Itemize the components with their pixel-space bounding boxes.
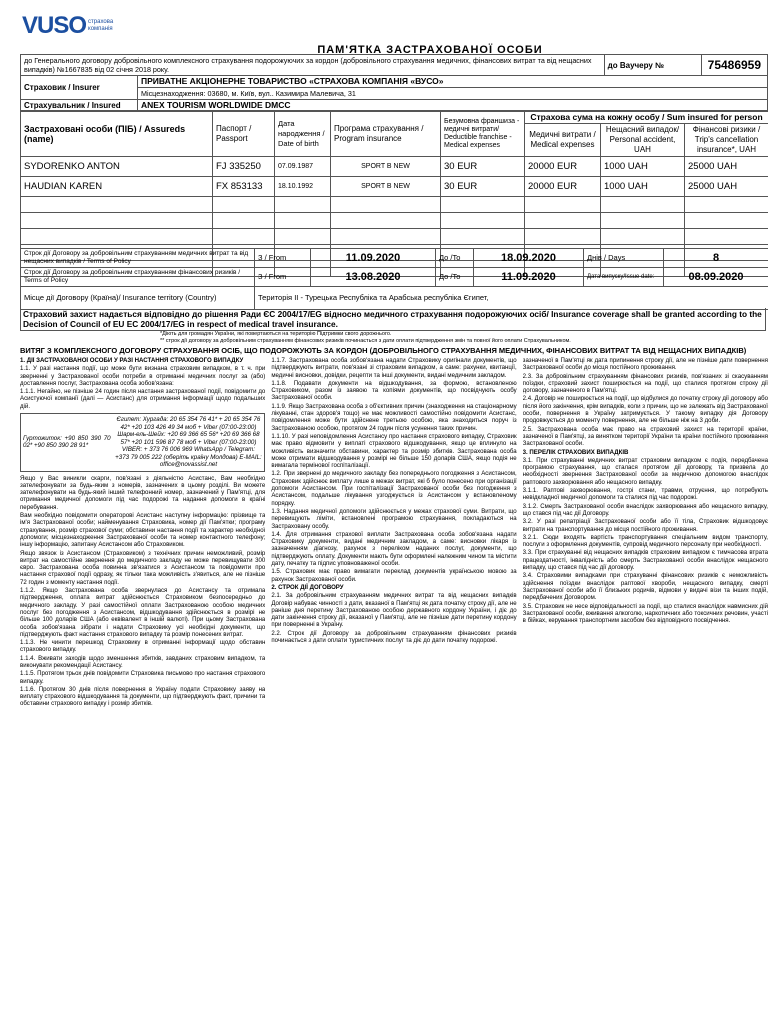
medical-term-label: Строк дії Договору за добровільним страхуванням медичних витрат та від нещасних випадків / Terms of Policy <box>21 249 255 268</box>
paragraph: 1.1.8. Подавати документи на відшкодування, за формою, встановленою Страховиком, разом із заявою та копіями документів, що посвідчують особу Застрахованої особи. <box>271 379 517 402</box>
paragraph: 2.1. За добровільним страхуванням медичних витрат та від нещасних випадків Договір набуває чинності з дати, вказаної в Пам'ятці як дата початку строку дії, але не раніше дня перетину Застрахованою особою державного кордону України, і діє до дати закінчення строку дії, вказаної у Пам'ятці, але не пізніше дати перетину кордону при поверненні в Україну. <box>271 592 517 629</box>
paragraph: Вам необхідно повідомити операторові Асистанс наступну інформацію: прізвище та ім'я Застрахованої особи; найменування Страховика, номер дії Пам'ятки; програму страхування, розмір страхової суми; обставини настання події та характер необхідної допомоги; місцезнаходження Застрахованої особи та номер контактного телефону; іншу інформацію, запитану Асистансом або Страховиком. <box>20 512 266 549</box>
paragraph: 3.4. Страховими випадками при страхуванні фінансових ризиків є неможливість здійснення поїздки внаслідок раптової хвороби, нещасного випадку, смерті Застрахованої особи або її близьких родичів, відмови у видачі візи та інших подій, передбачених Договором. <box>522 572 768 602</box>
table-row <box>21 177 768 197</box>
terms-column-3 <box>523 357 768 1019</box>
col-passport: Паспорт / Passport <box>213 111 275 157</box>
financial-term-to: 11.09.2020 <box>474 268 584 287</box>
paragraph: Якщо у Вас виникли скарги, пов'язані з діяльністю Асистанс, Вам необхідно зателефонувати за будь-яким з номерів, зазначених в цьому розділі. Ви можете зателефонувати на будь-який інший телефонний номер, зазначений у Пам'ятці, для отримання медичної допомоги під час подорожі та надання допомоги в країні перебування. <box>20 474 266 511</box>
insured-birth: 18.10.1992 <box>275 177 331 197</box>
from-label: З / From <box>255 249 311 268</box>
paragraph: 1.1.9. Якщо Застрахована особа з об'єктивних причин (знаходження на стаціонарному лікуванні, стан здоров'я тощо) не має можливості самостійно повідомити Асистанс, повідомлення може бути здійснене третьою особою, яка знаходиться поруч із Застрахованою особою, протягом 24 годин після усунення таких причин. <box>271 402 517 432</box>
paragraph: 3.3. При страхуванні від нещасних випадків страховим випадком є тимчасова втрата працездатності, інвалідність або смерть Застрахованої особи внаслідок нещасного випадку, що стався під час дії договору. <box>522 549 768 572</box>
company-logo <box>22 12 128 40</box>
paragraph: зазначеної в Пам'ятці як дата припинення строку дії, але не пізніше дати повернення Застрахованої особи до місця постійного проживання. <box>522 357 768 372</box>
col-birth: Дата народження / Date of birth <box>275 111 331 157</box>
insurer-name: ПРИВАТНЕ АКЦІОНЕРНЕ ТОВАРИСТВО «СТРАХОВА КОМПАНІЯ «ВУСО» <box>138 76 768 88</box>
header-table <box>20 54 768 112</box>
paragraph: 3.1.2. Смерть Застрахованої особи внаслідок захворювання або нещасного випадку, що стався під час дії Договору. <box>522 502 768 517</box>
col-program: Програма страхування / Program insurance <box>331 111 441 157</box>
paragraph: 2.4. Договір не поширюється на події, що відбулися до початку строку дії договору або після його закінчення, крім випадків, коли з причин, що не залежать від Застрахованої особи, повернення в Україну затримується. У такому випадку дія Договору продовжується до моменту повернення, але не більше ніж на 3 доби. <box>522 395 768 425</box>
col-franchise: Безумовна франшиза - медичні витрати/ Deductible franchise - Medical expenses <box>441 111 525 157</box>
section-heading: 2. СТРОК ДІЇ ДОГОВОРУ <box>271 583 344 591</box>
medical-term-to: 18.09.2020 <box>474 249 584 268</box>
empty-row <box>21 213 768 229</box>
contacts-egypt: Єгипет: Хургада: 20 65 354 76 41* + 20 65 354 76 42* +20 103 426 49 34 моб + Viber (07:00-23:00) Шарм-ель-Шейх: +20 69 366 65 56* +20 69 366 68 57* +20 101 596 87 78 моб + Viber (07:00-23:00) VIBER: + 373 76 006 969 WhatsApp / Telegram: +373 79 005 222 (оберіть країну Молдова) E-MAIL: office@novassist.net <box>115 416 262 469</box>
insured-medical: 20000 EUR <box>525 157 601 177</box>
paragraph: 3.2.1. Сюди входять вартість транспортування спеціальним видом транспорту, послуги з оформлення документів, супровід медичного персоналу при необхідності. <box>522 533 768 549</box>
table-row <box>21 157 768 177</box>
terms-title: ВИТЯГ З КОМПЛЕКСНОГО ДОГОВОРУ СТРАХУВАННЯ ОСІБ, ЩО ПОДОРОЖУЮТЬ ЗА КОРДОН (ДОБРОВІЛЬНОГО СТРАХУВАННЯ МЕДИЧНИХ, ФІНАНСОВИХ ВИТРАТ ТА ВІД НЕЩАСНИХ ВИПАДКІВ) <box>20 346 747 355</box>
insured-accident: 1000 UAH <box>601 157 685 177</box>
col-insured: Застраховані особи (ПІБ) / Assureds (name) <box>21 111 213 157</box>
insured-financial: 25000 UAH <box>685 157 768 177</box>
to-label: До /To <box>436 268 474 287</box>
logo-subtitle: страхова компанія <box>88 19 114 32</box>
paragraph: 2.5. Застрахована особа має право на страховий захист на території країни, зазначеної в Пам'ятці, за винятком території України та країни постійного проживання Застрахованої особи. <box>522 425 768 448</box>
empty-row <box>21 197 768 213</box>
empty-row <box>21 229 768 245</box>
footnote: *Діють для громадян України, які повертаються на територію Підтримки свого дорожнього. <box>160 331 392 337</box>
section-heading: 1. ДІЇ ЗАСТРАХОВАНОЇ ОСОБИ У РАЗІ НАСТАННЯ СТРАХОВОГО ВИПАДКУ <box>20 357 244 364</box>
terms-column-2 <box>271 357 516 1019</box>
insured-passport: FX 853133 <box>213 177 275 197</box>
policy-period-table <box>20 248 768 310</box>
insurer-address: Місцезнаходження: 03680, м. Київ, вул.. Казимира Малевича, 31 <box>138 88 768 100</box>
terms-body <box>20 357 768 1019</box>
terms-column-1 <box>20 357 265 1019</box>
days-label: Днів / Days <box>584 249 664 268</box>
insurer-label: Страховик / Insurer <box>21 76 138 100</box>
insured-franchise: 30 EUR <box>441 177 525 197</box>
holder-name: ANEX TOURISM WORLDWIDE DMCC <box>138 100 768 112</box>
financial-term-label: Строк дії Договору за добровільним страхуванням фінансових ризиків / Terms of Policy <box>21 268 255 287</box>
contacts-turkey: Гуртожиток: +90 850 390 70 02* +90 850 390 28 91* <box>23 434 111 450</box>
paragraph: 3.5. Страховик не несе відповідальності за події, що сталися внаслідок навмисних дій Застрахованої особи, вживання алкоголю, наркотичних або токсичних речовин, участі в бійках, керування транспортним засобом без відповідного посвідчення. <box>522 602 768 625</box>
insured-name: SYDORENKO ANTON <box>21 157 213 177</box>
paragraph: 1.1.10. У разі неповідомлення Асистансу про настання страхового випадку, Страховик має право відмовити у виплаті страхового відшкодування, якщо це вплинуло на можливість визначити обставини, характер та розмір збитків. Застрахована особа може отримати відшкодування у розмірі не більше 150 доларів США, якщо подія не вимагала термінової госпіталізації. <box>271 432 517 470</box>
insured-birth: 07.09.1987 <box>275 157 331 177</box>
col-medical: Медичні витрати / Medical expenses <box>525 124 601 157</box>
contract-reference: до Генерального договору добровільного комплексного страхування подорожуючих за кордон (добровільного страхування медичних, фінансових витрат та від нещасних випадків) №1667835 від 02 січня 2018 року. <box>21 55 605 76</box>
paragraph: 3.1. При страхуванні медичних витрат страховим випадком є подія, передбачена програмою страхування, що сталася протягом дії договору, та призвела до необхідності звернення Застрахованої особи за медичною допомогою внаслідок раптового захворювання або нещасного випадку. <box>522 456 768 486</box>
insured-accident: 1000 UAH <box>601 177 685 197</box>
footnotes <box>160 331 571 344</box>
col-accident: Нещасний випадок/ Personal accident, UAH <box>601 124 685 157</box>
coverage-notice: Страховий захист надається відповідно до рішення Ради ЄС 2004/17/EG відносно медичного страхування подорожуючих осіб/ Insurance coverage shall be granted according to the Decision of Council of EU EC 2004/17/EG in respect of medical travel insurance. <box>20 308 766 331</box>
paragraph: 1.3. Надання медичної допомоги здійснюється у межах страхової суми. Витрати, що перевищують ліміти, встановлені програмою страхування, покладаються на Застраховану особу. <box>271 507 517 530</box>
insured-financial: 25000 UAH <box>685 177 768 197</box>
medical-term-from: 11.09.2020 <box>311 249 436 268</box>
days-count: 8 <box>664 249 768 268</box>
paragraph: Якщо звязок із Асистансом (Страховиком) з технічних причин неможливий, розмір витрат на самостійне звернення до медичного закладу не може перевищувати 300 євро. Застрахована особа повинна зв'язатися з Асистансом та повідомити про настання страхової події одразу, як тільки така можливість з'явиться, але не пізніше 72 годин з моменту настання події. <box>20 549 266 586</box>
from-label: З / From <box>255 268 311 287</box>
issue-date-label: Дата випуску/Issue date: <box>584 268 664 287</box>
voucher-number: 75486959 <box>701 55 767 76</box>
logo-brand: VUSO <box>22 12 87 39</box>
paragraph: 1.5. Страховик має право вимагати переклад документів українською мовою за рахунок Застрахованої особи. <box>271 568 517 583</box>
territory-value: Територія ІІ - Турецька Республіка та Арабська республіка Єгипет, <box>255 287 768 310</box>
paragraph: 2.2. Строк дії Договору за добровільним страхуванням фінансових ризиків починається з дати оплати туристичних послуг та діє до дати початку подорожі. <box>271 629 517 644</box>
insured-program: SPORT B NEW <box>331 157 441 177</box>
paragraph: 3.1.1. Раптові захворювання, гострі стани, травми, отруєння, що потребують невідкладної медичної допомоги та сталися під час подорожі. <box>522 487 768 502</box>
sum-insured-header: Страхова сума на кожну особу / Sum insured for person <box>525 111 768 124</box>
paragraph: 1.1.7. Застрахована особа зобов'язана надати Страховику оригінали документів, що підтверджують витрати, пов'язані зі страховим випадком, а саме: рахунки, квитанції, медичні висновки, довідки, рецепти та інші документи, видані медичним закладом. <box>271 357 517 379</box>
to-label: До /To <box>436 249 474 268</box>
voucher-label: до Ваучеру № <box>604 55 701 76</box>
paragraph: 3.2. У разі репатріації Застрахованої особи або її тіла, Страховик відшкодовує витрати на транспортування до місця постійного проживання. <box>522 518 768 533</box>
insured-medical: 20000 EUR <box>525 177 601 197</box>
footnote: ** строк дії договору за добровільним страхуванням фінансових ризиків починається з дати оплати підтвердження змін та повної його оплати Страхувальником. <box>160 337 571 344</box>
holder-label: Страхувальник / Insured <box>21 100 138 112</box>
paragraph: 1.1.2. Якщо Застрахована особа звернулася до Асистансу та отримала підтвердження, оплата витрат здійснюється Страховиком безпосередньо до медичного закладу. У разі самостійної оплати Застрахованою особою медичних послуг без погодження з Асистансом, відшкодування здійснюється в розмірі не більше 100 доларів США (або еквівалент в іншій валюті). При цьому Застрахована особа зобов'язана зібрати і надати Страховику усі необхідні документи, що підтверджують факт настання страхового випадку та розмір понесених витрат. <box>20 587 266 638</box>
assistance-contacts <box>20 413 265 472</box>
paragraph: 1.4. Для отримання страхової виплати Застрахована особа зобов'язана надати Страховику документи, видані медичним закладом, а саме: висновки лікаря із зазначенням діагнозу, рахунок з переліком наданих послуг, документи, що підтверджують оплату. Документи мають бути оформлені належним чином та містити дату, печатку та підпис уповноваженої особи. <box>271 530 517 568</box>
issue-date: 08.09.2020 <box>664 268 768 287</box>
paragraph: 1.1.6. Протягом 30 днів після повернення в Україну подати Страховику заяву на виплату страхового відшкодування та документи, що підтверджують факт, причини та обставини страхового випадку і розмір збитків. <box>20 685 266 708</box>
insured-name: HAUDIAN KAREN <box>21 177 213 197</box>
col-financial: Фінансові ризики / Trip's cancellation insurance*, UAH <box>685 124 768 157</box>
paragraph: 1.2. При звернені до медичного закладу без попереднього погодження з Асистансом, Страховик здійснює виплату лише в межах витрат, які б було понесено при організації допомоги Асистансом. При госпіталізації Застрахованої особи без погодження з Асистансом, подальше лікування узгоджується із Асистансом у встановленому порядку. <box>271 470 517 507</box>
insured-franchise: 30 EUR <box>441 157 525 177</box>
paragraph: 1.1.4. Вживати заходів щодо зменшення збитків, завданих страховим випадком, та виконувати рекомендації Асистансу. <box>20 654 266 669</box>
paragraph: 1.1.1. Негайно, не пізніше 24 годин після настання застрахованої події, повідомити до Асистуючої компанії (далі — Асистанс) для отримання інформації щодо подальших дій. <box>20 388 266 410</box>
section-heading: 3. ПЕРЕЛІК СТРАХОВИХ ВИПАДКІВ <box>522 448 629 456</box>
insured-program: SPORT B NEW <box>331 177 441 197</box>
territory-label: Місце дії Договору (Країна)/ Insurance territory (Country) <box>21 287 255 310</box>
paragraph: 1.1.3. Не чинити перешкод Страховику в отриманні інформації щодо обставин страхового випадку. <box>20 639 266 654</box>
paragraph: 1.1.5. Протягом трьох днів повідомити Страховика письмово про настання страхового випадку. <box>20 670 266 685</box>
financial-term-from: 13.08.2020 <box>311 268 436 287</box>
paragraph: 1.1. У разі настання події, що може бути визнана страховим випадком, в т. ч. при зверненні у Застрахованої особи потреби в отриманні медичних послуг за (або) доставлення послуг, Застрахована особа зобов'язана: <box>20 365 266 387</box>
document-title: ПАМ'ЯТКА ЗАСТРАХОВАНОЇ ОСОБИ <box>317 44 543 56</box>
paragraph: 2.3. За добровільним страхуванням фінансових ризиків, пов'язаних зі скасуванням поїздки, страховий захист поширюється на події, що сталися протягом строку дії договору, зазначеного в Пам'ятці. <box>522 372 768 395</box>
insured-passport: FJ 335250 <box>213 157 275 177</box>
